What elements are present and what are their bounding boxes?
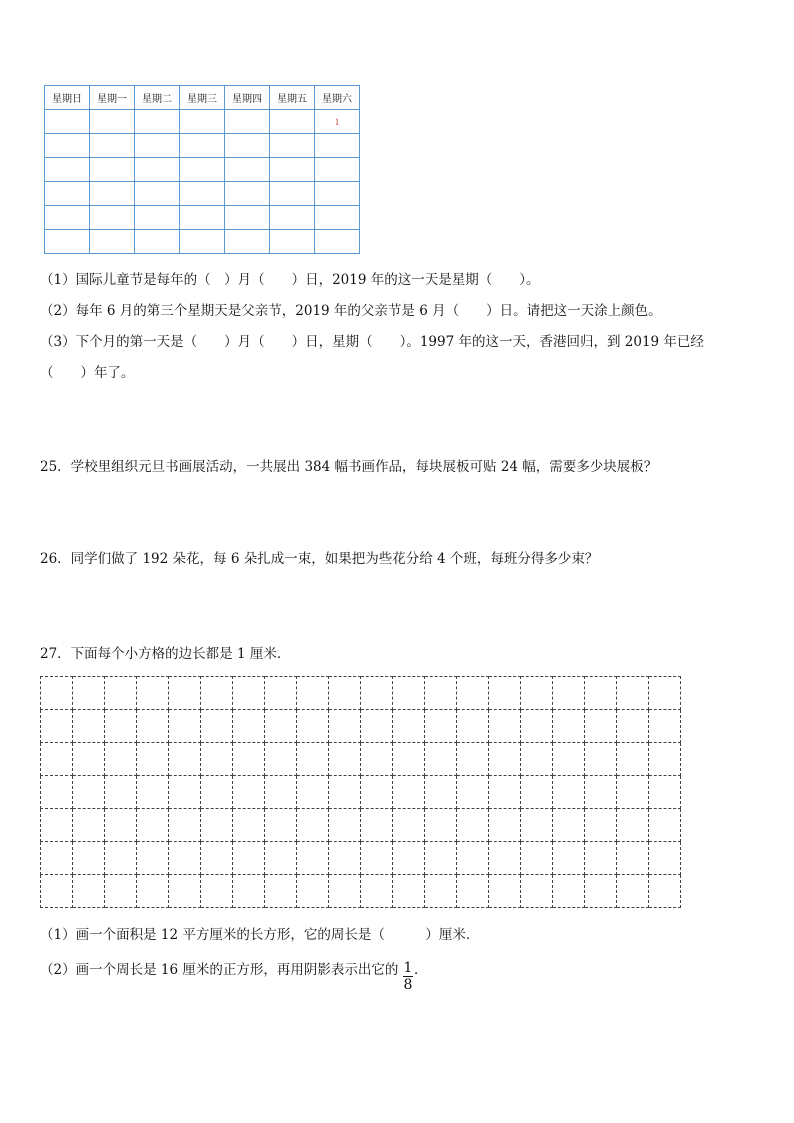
- grid-cell: [393, 875, 425, 908]
- grid-cell: [617, 710, 649, 743]
- grid-row: [41, 776, 681, 809]
- grid-cell: [425, 842, 457, 875]
- calendar-header-row: [45, 86, 360, 110]
- grid-cell: [329, 743, 361, 776]
- grid-cell: [137, 875, 169, 908]
- grid-cell: [649, 842, 681, 875]
- q24-part1: （1）国际儿童节是每年的（ ）月（ ）日，2019 年的这一天是星期（ ）。: [40, 272, 540, 288]
- q24-part3-line1: （3）下个月的第一天是（ ）月（ ）日，星期（ ）。1997 年的这一天，香港回归，到 2019 年已经: [40, 334, 704, 350]
- grid-cell: [265, 875, 297, 908]
- grid-cell: [105, 875, 137, 908]
- grid-cell: [521, 677, 553, 710]
- calendar-day-cell: [315, 182, 360, 206]
- grid-cell: [137, 809, 169, 842]
- grid-cell: [457, 809, 489, 842]
- calendar-day-cell: [90, 182, 135, 206]
- calendar-day-cell: [180, 134, 225, 158]
- calendar-day-cell: [270, 206, 315, 230]
- grid-cell: [105, 710, 137, 743]
- grid-cell: [617, 842, 649, 875]
- grid-cell: [201, 710, 233, 743]
- calendar-week-row: [45, 110, 360, 134]
- calendar-day-cell: [225, 158, 270, 182]
- calendar-day-cell: [90, 158, 135, 182]
- grid-cell: [361, 710, 393, 743]
- grid-cell: [457, 875, 489, 908]
- grid-cell: [329, 677, 361, 710]
- grid-cell: [649, 710, 681, 743]
- q24-part2: （2）每年 6 月的第三个星期天是父亲节，2019 年的父亲节是 6 月（ ）日。请把这一天涂上颜色。: [40, 303, 662, 319]
- calendar-day-cell: [225, 134, 270, 158]
- grid-cell: [73, 677, 105, 710]
- calendar-week-row: [45, 134, 360, 158]
- grid-cell: [361, 842, 393, 875]
- grid-cell: [457, 776, 489, 809]
- grid-cell: [585, 677, 617, 710]
- grid-cell: [329, 809, 361, 842]
- grid-cell: [393, 842, 425, 875]
- grid-cell: [361, 809, 393, 842]
- grid-cell: [425, 677, 457, 710]
- calendar-header-cell: 星期三: [180, 86, 225, 110]
- grid-cell: [265, 809, 297, 842]
- grid-cell: [361, 875, 393, 908]
- calendar-day-cell: [45, 158, 90, 182]
- grid-cell: [233, 875, 265, 908]
- calendar-day-cell: [315, 206, 360, 230]
- grid-cell: [233, 809, 265, 842]
- grid-cell: [425, 809, 457, 842]
- grid-cell: [105, 743, 137, 776]
- grid-cell: [393, 677, 425, 710]
- calendar-table: [44, 85, 360, 254]
- grid-cell: [585, 776, 617, 809]
- grid-cell: [297, 809, 329, 842]
- grid-cell: [489, 743, 521, 776]
- calendar-day-cell: [180, 230, 225, 254]
- calendar-day-cell: [270, 158, 315, 182]
- calendar-week-row: [45, 182, 360, 206]
- calendar-day-cell: [315, 158, 360, 182]
- grid-cell: [649, 743, 681, 776]
- grid-cell: [169, 842, 201, 875]
- grid-row: [41, 710, 681, 743]
- grid-cell: [137, 677, 169, 710]
- grid-cell: [585, 710, 617, 743]
- grid-cell: [489, 677, 521, 710]
- calendar-header-cell: 星期一: [90, 86, 135, 110]
- grid-cell: [425, 743, 457, 776]
- calendar-day-cell: [315, 230, 360, 254]
- grid-cell: [393, 710, 425, 743]
- calendar-day-cell: [90, 230, 135, 254]
- grid-cell: [73, 809, 105, 842]
- grid-cell: [617, 677, 649, 710]
- grid-cell: [265, 743, 297, 776]
- grid-cell: [137, 710, 169, 743]
- grid-cell: [393, 776, 425, 809]
- grid-cell: [617, 776, 649, 809]
- grid-cell: [233, 743, 265, 776]
- calendar-day-cell: [270, 182, 315, 206]
- grid-cell: [233, 677, 265, 710]
- calendar-day-cell: 1: [315, 110, 360, 134]
- grid-cell: [361, 743, 393, 776]
- grid-cell: [521, 776, 553, 809]
- grid-cell: [521, 743, 553, 776]
- grid-cell: [457, 710, 489, 743]
- grid-cell: [233, 842, 265, 875]
- grid-cell: [585, 875, 617, 908]
- grid-cell: [169, 875, 201, 908]
- calendar-day-cell: [270, 230, 315, 254]
- grid-cell: [489, 809, 521, 842]
- calendar-header-cell: 星期日: [45, 86, 90, 110]
- grid-cell: [41, 743, 73, 776]
- grid-cell: [489, 710, 521, 743]
- calendar-day-cell: [135, 158, 180, 182]
- grid-cell: [201, 875, 233, 908]
- grid-cell: [457, 677, 489, 710]
- calendar-week-row: [45, 230, 360, 254]
- calendar-day-cell: [315, 134, 360, 158]
- grid-cell: [553, 776, 585, 809]
- grid-cell: [169, 776, 201, 809]
- calendar-day-cell: [180, 206, 225, 230]
- grid-row: [41, 809, 681, 842]
- grid-cell: [329, 776, 361, 809]
- grid-cell: [553, 743, 585, 776]
- calendar-day-cell: [270, 110, 315, 134]
- grid-cell: [297, 710, 329, 743]
- grid-cell: [137, 776, 169, 809]
- calendar-day-cell: [90, 206, 135, 230]
- grid-cell: [425, 710, 457, 743]
- grid-cell: [457, 842, 489, 875]
- grid-cell: [553, 677, 585, 710]
- question-25: 25．学校里组织元旦书画展活动，一共展出 384 幅书画作品，每块展板可贴 24 幅，需要多少块展板？: [40, 459, 658, 475]
- grid-cell: [457, 743, 489, 776]
- grid-cell: [169, 809, 201, 842]
- grid-cell: [521, 842, 553, 875]
- grid-cell: [41, 842, 73, 875]
- grid-cell: [41, 776, 73, 809]
- grid-cell: [361, 677, 393, 710]
- grid-cell: [393, 743, 425, 776]
- calendar-header-cell: 星期二: [135, 86, 180, 110]
- calendar-day-cell: [135, 134, 180, 158]
- grid-cell: [297, 743, 329, 776]
- q27-part2-text: （2）画一个周长是 16 厘米的正方形，再用阴影表示出它的: [40, 962, 399, 978]
- grid-cell: [521, 809, 553, 842]
- grid-cell: [649, 677, 681, 710]
- calendar-day-cell: [180, 110, 225, 134]
- grid-cell: [105, 677, 137, 710]
- grid-cell: [649, 776, 681, 809]
- grid-cell: [393, 809, 425, 842]
- grid-cell: [169, 677, 201, 710]
- grid-cell: [489, 875, 521, 908]
- calendar-body: [45, 110, 360, 254]
- calendar-day-cell: [45, 110, 90, 134]
- grid-cell: [553, 710, 585, 743]
- q27-part2-end: ．: [414, 962, 428, 978]
- grid-cell: [585, 842, 617, 875]
- q27-part2: [40, 961, 398, 979]
- grid-cell: [73, 710, 105, 743]
- grid-cell: [201, 776, 233, 809]
- calendar-day-cell: [135, 206, 180, 230]
- grid-cell: [137, 743, 169, 776]
- grid-cell: [201, 842, 233, 875]
- grid-cell: [489, 776, 521, 809]
- calendar-day-cell: [270, 134, 315, 158]
- grid-cell: [265, 677, 297, 710]
- fraction-numerator: 1: [403, 960, 413, 976]
- calendar-day-cell: [225, 182, 270, 206]
- calendar-day-cell: [45, 182, 90, 206]
- grid-cell: [329, 710, 361, 743]
- calendar-day-cell: [225, 230, 270, 254]
- grid-cell: [649, 875, 681, 908]
- grid-row: [41, 677, 681, 710]
- grid-cell: [329, 875, 361, 908]
- calendar-header-cell: 星期五: [270, 86, 315, 110]
- calendar-header-cell: 星期四: [225, 86, 270, 110]
- grid-cell: [105, 776, 137, 809]
- calendar-day-cell: [225, 110, 270, 134]
- grid-cell: [585, 809, 617, 842]
- grid-cell: [201, 677, 233, 710]
- calendar-day-cell: [45, 230, 90, 254]
- calendar-day-cell: [45, 206, 90, 230]
- grid-cell: [73, 842, 105, 875]
- grid-row: [41, 743, 681, 776]
- grid-cell: [649, 809, 681, 842]
- fraction-denominator: 8: [403, 977, 413, 993]
- calendar-day-cell: [90, 110, 135, 134]
- q24-part3-line2: （ ）年了。: [40, 365, 135, 381]
- grid-cell: [41, 710, 73, 743]
- grid-cell: [73, 776, 105, 809]
- grid-cell: [617, 875, 649, 908]
- grid-cell: [521, 875, 553, 908]
- grid-cell: [73, 743, 105, 776]
- fraction-one-eighth: [402, 960, 414, 993]
- grid-cell: [425, 875, 457, 908]
- calendar-day-cell: [45, 134, 90, 158]
- grid-cell: [617, 743, 649, 776]
- grid-cell: [361, 776, 393, 809]
- grid-cell: [617, 809, 649, 842]
- grid-cell: [265, 710, 297, 743]
- grid-cell: [41, 875, 73, 908]
- grid-cell: [329, 842, 361, 875]
- grid-cell: [41, 677, 73, 710]
- grid-cell: [585, 743, 617, 776]
- question-26: 26．同学们做了 192 朵花，每 6 朵扎成一束，如果把为些花分给 4 个班，每班分得多少束？: [40, 551, 599, 567]
- calendar-week-row: [45, 206, 360, 230]
- grid-cell: [73, 875, 105, 908]
- grid-cell: [489, 842, 521, 875]
- calendar-day-cell: [90, 134, 135, 158]
- grid-row: [41, 875, 681, 908]
- calendar-day-cell: [135, 182, 180, 206]
- square-grid: [40, 676, 681, 908]
- calendar-week-row: [45, 158, 360, 182]
- grid-cell: [265, 842, 297, 875]
- grid-cell: [233, 710, 265, 743]
- grid-cell: [297, 776, 329, 809]
- grid-cell: [105, 809, 137, 842]
- grid-cell: [553, 809, 585, 842]
- calendar-day-cell: [135, 230, 180, 254]
- grid-cell: [233, 776, 265, 809]
- grid-cell: [297, 677, 329, 710]
- grid-cell: [201, 743, 233, 776]
- grid-cell: [137, 842, 169, 875]
- grid-cell: [553, 842, 585, 875]
- grid-cell: [265, 776, 297, 809]
- grid-cell: [201, 809, 233, 842]
- grid-cell: [297, 842, 329, 875]
- grid-cell: [297, 875, 329, 908]
- calendar-day-cell: [225, 206, 270, 230]
- grid-cell: [41, 809, 73, 842]
- calendar-day-cell: [180, 158, 225, 182]
- grid-cell: [169, 743, 201, 776]
- calendar-day-cell: [135, 110, 180, 134]
- grid-cell: [105, 842, 137, 875]
- q27-part1: （1）画一个面积是 12 平方厘米的长方形，它的周长是（ ）厘米．: [40, 927, 480, 943]
- calendar-day-cell: [180, 182, 225, 206]
- grid-cell: [521, 710, 553, 743]
- calendar-header-cell: 星期六: [315, 86, 360, 110]
- grid-row: [41, 842, 681, 875]
- question-27-title: 27．下面每个小方格的边长都是 1 厘米．: [40, 646, 291, 662]
- grid-cell: [169, 710, 201, 743]
- grid-cell: [425, 776, 457, 809]
- grid-cell: [553, 875, 585, 908]
